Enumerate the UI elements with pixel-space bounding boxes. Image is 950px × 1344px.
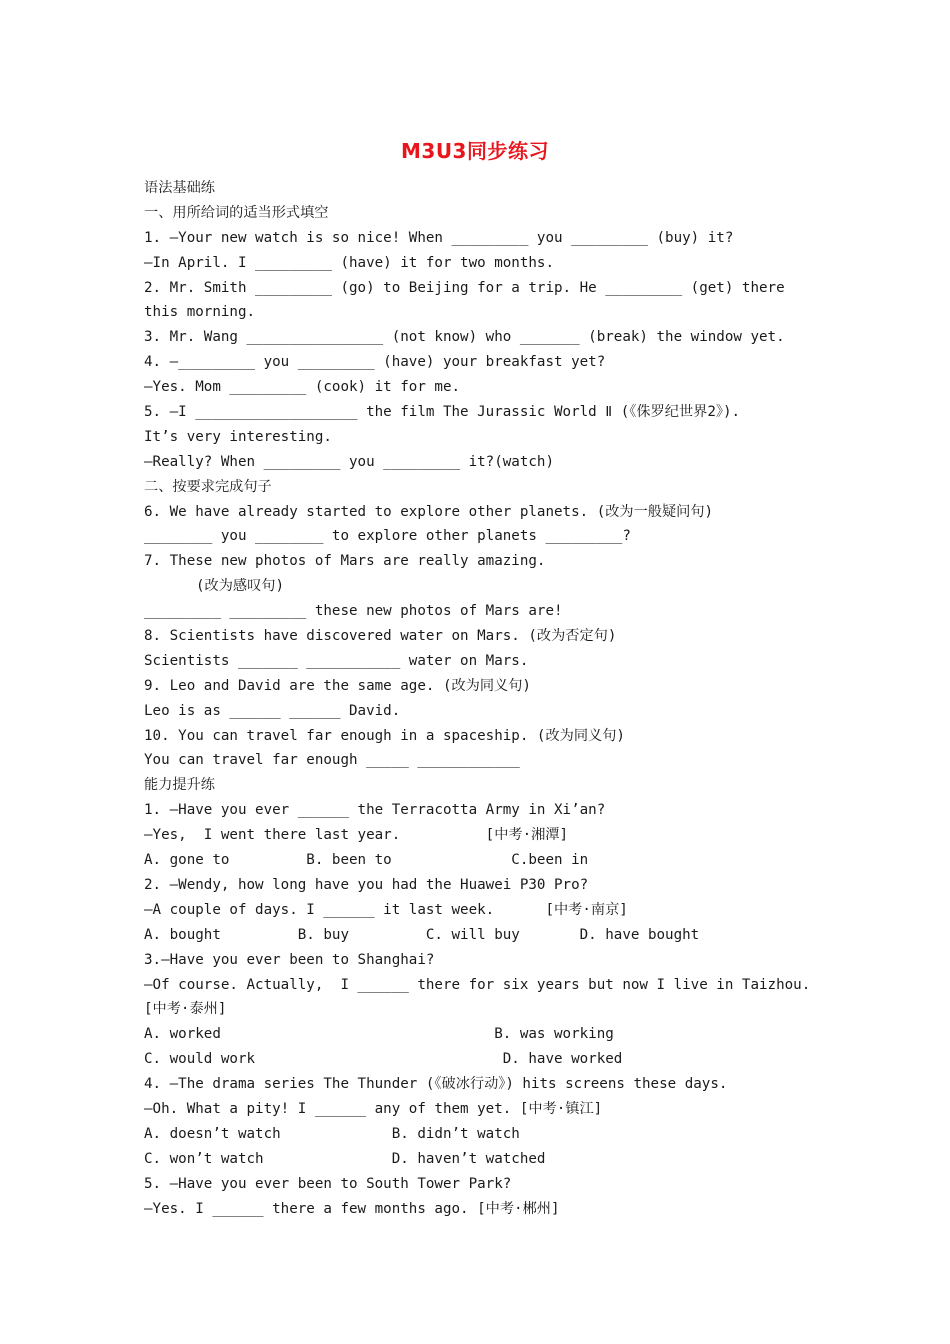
answer-line: —Yes. Mom _________ (cook) it for me.	[144, 379, 461, 396]
question-line: 4. —_________ you _________ (have) your breakfast yet?	[144, 354, 606, 371]
question-line: 10. You can travel far enough in a spaceship. (改为同义句)	[144, 727, 625, 744]
answer-line: _________ _________ these new photos of Mars are!	[144, 603, 563, 620]
question-line: 1. —Your new watch is so nice! When _________ you _________ (buy) it?	[144, 229, 734, 246]
subsection-heading: 二、按要求完成句子	[144, 478, 272, 495]
answer-line: Scientists _______ ___________ water on Mars.	[144, 652, 529, 669]
answer-line: —In April. I _________ (have) it for two months.	[144, 254, 554, 271]
answer-line: Leo is as ______ ______ David.	[144, 702, 401, 719]
question-line: 1. —Have you ever ______ the Terracotta Army in Xi’an?	[144, 802, 606, 819]
section-heading: 语法基础练	[144, 180, 215, 196]
question-continuation: It’s very interesting.	[144, 428, 332, 445]
options-line: C. won’t watch D. haven’t watched	[144, 1150, 546, 1167]
options-line: C. would work D. have worked	[144, 1051, 623, 1068]
answer-line: —Yes, I went there last year. [中考·湘潭]	[144, 827, 569, 844]
question-line: 3. Mr. Wang ________________ (not know) who _______ (break) the window yet.	[144, 329, 785, 346]
exercise-body	[144, 176, 814, 1221]
question-line: 4. —The drama series The Thunder (《破冰行动》) hits screens these days.	[144, 1076, 728, 1093]
subsection-heading: 一、用所给词的适当形式填空	[144, 204, 329, 221]
question-line: 5. —Have you ever been to South Tower Park?	[144, 1175, 512, 1192]
answer-line: —Yes. I ______ there a few months ago. [中考·郴州]	[144, 1200, 560, 1217]
page-title: M3U3同步练习	[401, 139, 549, 163]
answer-line: ________ you ________ to explore other planets _________?	[144, 528, 631, 545]
question-line: 7. These new photos of Mars are really amazing.	[144, 553, 546, 570]
source-tag: [中考·泰州]	[144, 1001, 227, 1018]
question-line: 2. Mr. Smith _________ (go) to Beijing for a trip. He _________ (get) there	[144, 279, 785, 296]
answer-line: You can travel far enough _____ ____________	[144, 752, 520, 769]
answer-line: —Oh. What a pity! I ______ any of them yet. [中考·镇江]	[144, 1100, 603, 1117]
options-line: A. bought B. buy C. will buy D. have bought	[144, 926, 700, 943]
instruction-note: (改为感叹句)	[196, 578, 285, 595]
question-line: 6. We have already started to explore other planets. (改为一般疑问句)	[144, 503, 714, 520]
question-line: 2. —Wendy, how long have you had the Huawei P30 Pro?	[144, 876, 589, 893]
question-continuation: this morning.	[144, 304, 256, 321]
question-line: 5. —I ___________________ the film The Jurassic World Ⅱ (《侏罗纪世界2》).	[144, 404, 741, 421]
options-line: A. worked B. was working	[144, 1026, 614, 1043]
question-line: 8. Scientists have discovered water on Mars. (改为否定句)	[144, 628, 617, 645]
answer-line: —Of course. Actually, I ______ there for six years but now I live in Taizhou.	[144, 976, 811, 993]
section-heading: 能力提升练	[144, 777, 215, 794]
answer-line: —A couple of days. I ______ it last week. [中考·南京]	[144, 901, 628, 918]
options-line: A. doesn’t watch B. didn’t watch	[144, 1125, 520, 1142]
question-line: 9. Leo and David are the same age. (改为同义句)	[144, 677, 531, 694]
options-line: A. gone to B. been to C.been in	[144, 852, 589, 869]
question-line: 3.—Have you ever been to Shanghai?	[144, 951, 435, 968]
answer-line: —Really? When _________ you _________ it?(watch)	[144, 453, 554, 470]
